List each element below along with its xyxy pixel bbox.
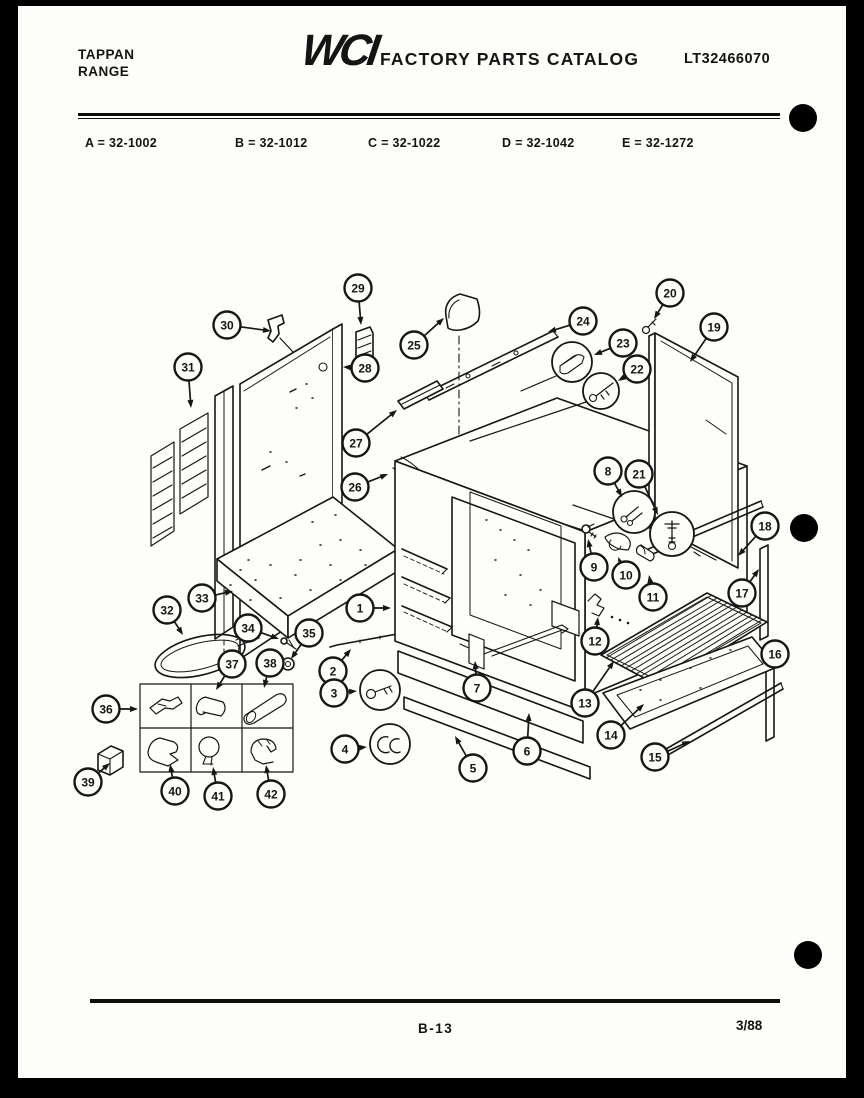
part-callout-1 (347, 595, 392, 622)
svg-text:35: 35 (302, 626, 316, 641)
svg-text:7: 7 (473, 681, 481, 696)
catalog-page (18, 6, 846, 1078)
panel-clip (268, 315, 293, 352)
svg-text:28: 28 (358, 361, 372, 376)
part-callout-41 (205, 767, 232, 810)
binder-hole (789, 104, 817, 132)
parts-diagram (18, 6, 846, 1078)
literature-number: LT32466070 (684, 51, 771, 67)
svg-text:10: 10 (619, 568, 633, 583)
binder-hole (794, 941, 822, 969)
part-callout-3 (321, 680, 358, 707)
svg-text:34: 34 (241, 621, 255, 636)
svg-text:40: 40 (168, 784, 182, 799)
svg-text:23: 23 (616, 336, 630, 351)
part-callout-40 (162, 764, 189, 805)
part-callout-32 (154, 597, 184, 636)
part-callout-15 (642, 741, 691, 771)
screw-34 (281, 638, 296, 649)
part-callout-28 (343, 355, 379, 382)
part-callout-5 (455, 736, 487, 782)
end-cap (446, 294, 480, 330)
part-callout-31 (175, 354, 202, 409)
detail-circle-grommet (370, 724, 410, 764)
part-callout-24 (548, 308, 597, 335)
binder-hole (790, 514, 818, 542)
svg-text:2: 2 (329, 664, 337, 679)
model-code: D = 32-1042 (502, 136, 575, 150)
support-bracket (398, 381, 443, 409)
svg-text:12: 12 (588, 634, 602, 649)
svg-text:14: 14 (604, 728, 618, 743)
svg-text:4: 4 (341, 742, 349, 757)
catalog-title: FACTORY PARTS CATALOG (380, 49, 640, 69)
svg-text:22: 22 (630, 362, 644, 377)
svg-text:26: 26 (348, 480, 362, 495)
svg-text:29: 29 (351, 281, 365, 296)
detail-circle-key (360, 670, 400, 710)
part-callout-38 (257, 650, 284, 689)
part-callout-25 (401, 318, 445, 359)
svg-text:27: 27 (349, 436, 363, 451)
svg-text:30: 30 (220, 318, 234, 333)
svg-text:5: 5 (469, 761, 477, 776)
svg-text:41: 41 (211, 789, 225, 804)
svg-text:39: 39 (81, 775, 95, 790)
brand-line2: RANGE (78, 64, 130, 79)
part-callout-22 (618, 356, 651, 383)
svg-text:33: 33 (195, 591, 209, 606)
part-callout-42 (258, 765, 285, 808)
part-callout-20 (654, 280, 684, 320)
panel-screw (643, 319, 657, 334)
revision-date: 3/88 (736, 1018, 763, 1033)
svg-text:13: 13 (578, 696, 592, 711)
part-callout-26 (342, 474, 389, 501)
svg-text:9: 9 (590, 560, 598, 575)
top-trim-rail (424, 331, 558, 400)
part-callout-4 (332, 736, 368, 763)
part-callout-23 (594, 330, 637, 357)
svg-text:32: 32 (160, 603, 174, 618)
svg-text:17: 17 (735, 586, 749, 601)
svg-text:31: 31 (181, 360, 195, 375)
insulation-panel (151, 413, 208, 546)
svg-text:18: 18 (758, 519, 772, 534)
part-callout-27 (343, 410, 398, 457)
svg-text:1: 1 (356, 601, 364, 616)
svg-text:21: 21 (632, 467, 646, 482)
svg-text:20: 20 (663, 286, 677, 301)
model-code: B = 32-1012 (235, 136, 308, 150)
footer-rule (90, 999, 780, 1003)
part-callout-19 (690, 314, 728, 363)
svg-text:37: 37 (225, 657, 239, 672)
svg-text:15: 15 (648, 750, 662, 765)
svg-text:24: 24 (576, 314, 590, 329)
part-callout-36 (93, 696, 139, 723)
svg-text:6: 6 (523, 744, 531, 759)
brand-line1: TAPPAN (78, 47, 135, 62)
svg-text:8: 8 (604, 464, 612, 479)
part-callout-30 (214, 312, 272, 339)
model-code: E = 32-1272 (622, 136, 694, 150)
svg-text:11: 11 (646, 590, 660, 605)
part-callout-16 (762, 641, 789, 669)
svg-text:38: 38 (263, 656, 277, 671)
part-callout-39 (75, 763, 111, 796)
part-callout-29 (345, 275, 372, 326)
svg-text:36: 36 (99, 702, 113, 717)
svg-text:25: 25 (407, 338, 421, 353)
model-code: C = 32-1022 (368, 136, 441, 150)
svg-text:19: 19 (707, 320, 721, 335)
wci-logo: WCI (298, 26, 380, 75)
page-number: B-13 (418, 1021, 454, 1036)
parts-grid (140, 684, 293, 772)
model-code: A = 32-1002 (85, 136, 157, 150)
svg-text:3: 3 (330, 686, 338, 701)
svg-text:42: 42 (264, 787, 278, 802)
svg-text:16: 16 (768, 647, 782, 662)
